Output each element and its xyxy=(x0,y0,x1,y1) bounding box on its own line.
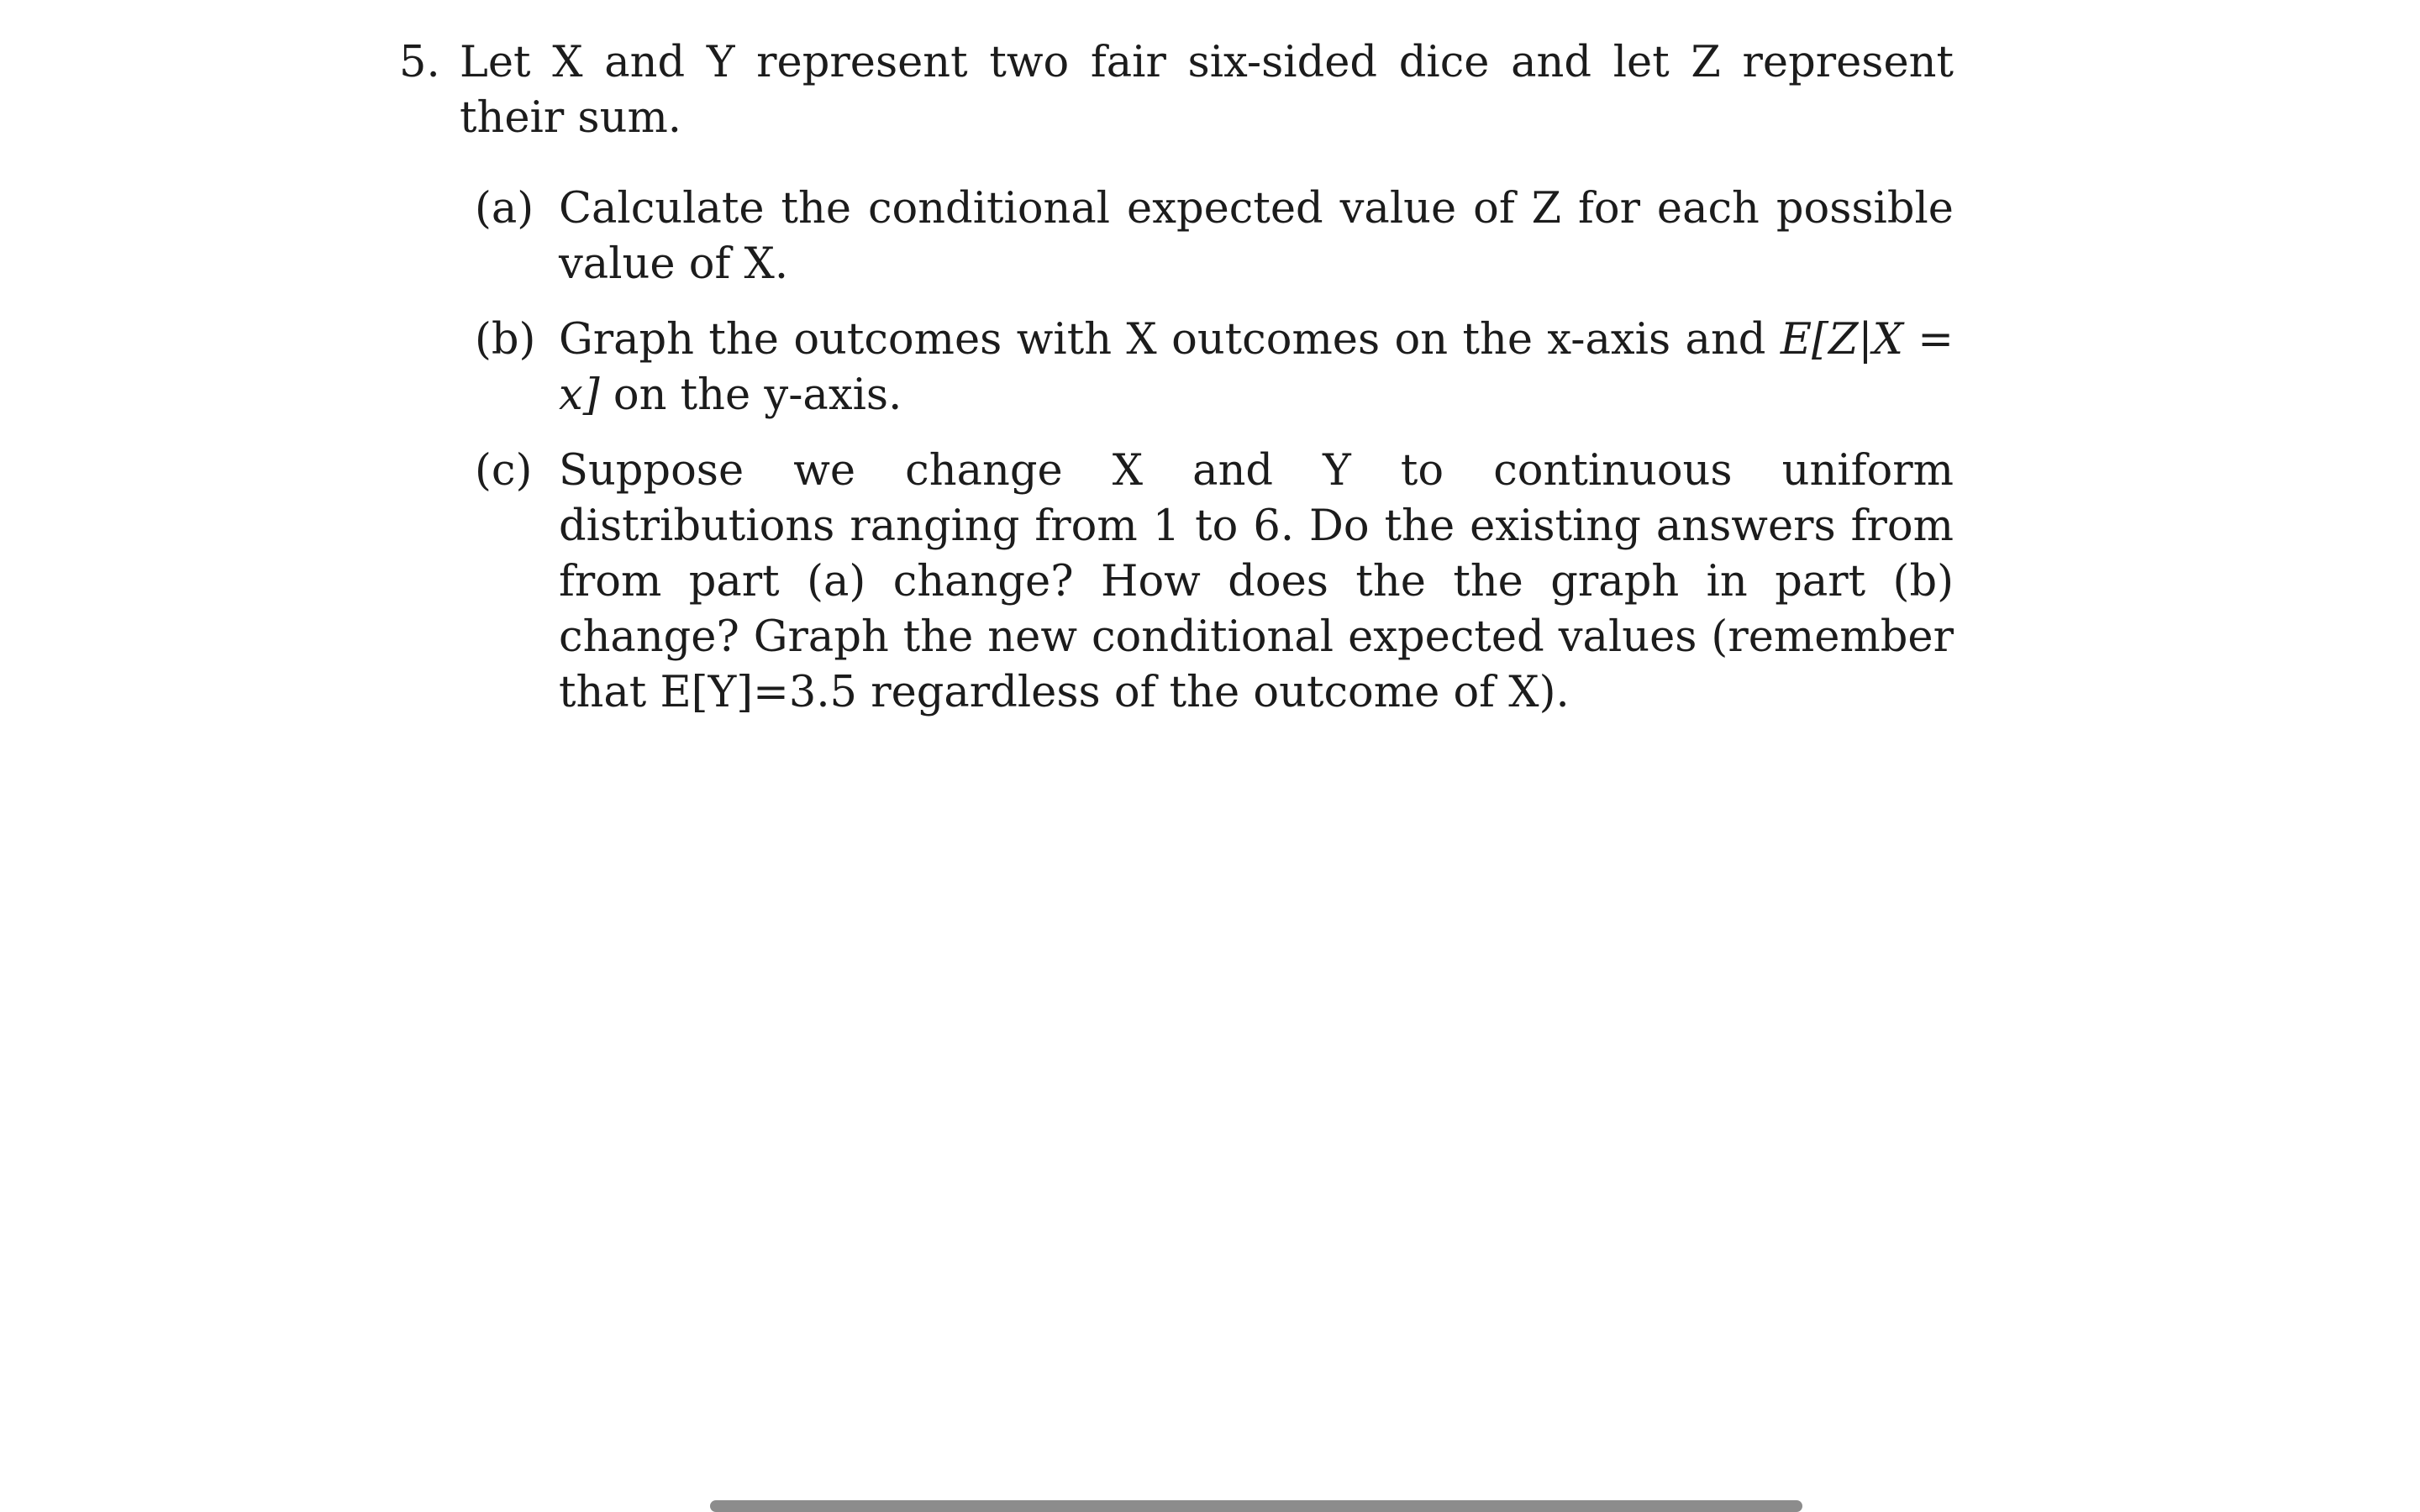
part-b-text-after: on the y-axis. xyxy=(599,370,902,420)
part-b-math: E[Z|X = x] xyxy=(559,315,1954,420)
problem-5 xyxy=(399,35,1954,764)
part-b-label: (b) xyxy=(475,315,536,365)
part-a-label: (a) xyxy=(475,184,534,234)
part-b-text-before: Graph the outcomes with X outcomes on the x-axis and xyxy=(559,315,1781,365)
part-c-text: Suppose we change X and Y to continuous uniform distributions ranging from 1 to 6. Do the existing answers from from part (a) change? How does the the graph in part (b) change? Graph the new conditional expected values (remember that E[Y]=3.5 regardless of the outcome of X). xyxy=(559,446,1954,717)
part-b xyxy=(475,312,1954,423)
part-b-text xyxy=(559,312,1954,423)
part-a xyxy=(475,181,1954,292)
horizontal-scrollbar[interactable] xyxy=(710,1500,1802,1512)
part-c xyxy=(475,444,1954,721)
part-a-text: Calculate the conditional expected value of Z for each possible value of X. xyxy=(559,184,1954,289)
problem-text: Let X and Y represent two fair six-sided dice and let Z represent their sum. xyxy=(460,38,1954,143)
problem-number: 5. xyxy=(399,38,440,87)
part-c-label: (c) xyxy=(475,446,533,496)
problem-parts xyxy=(475,181,1954,721)
problem-statement xyxy=(399,35,1954,146)
